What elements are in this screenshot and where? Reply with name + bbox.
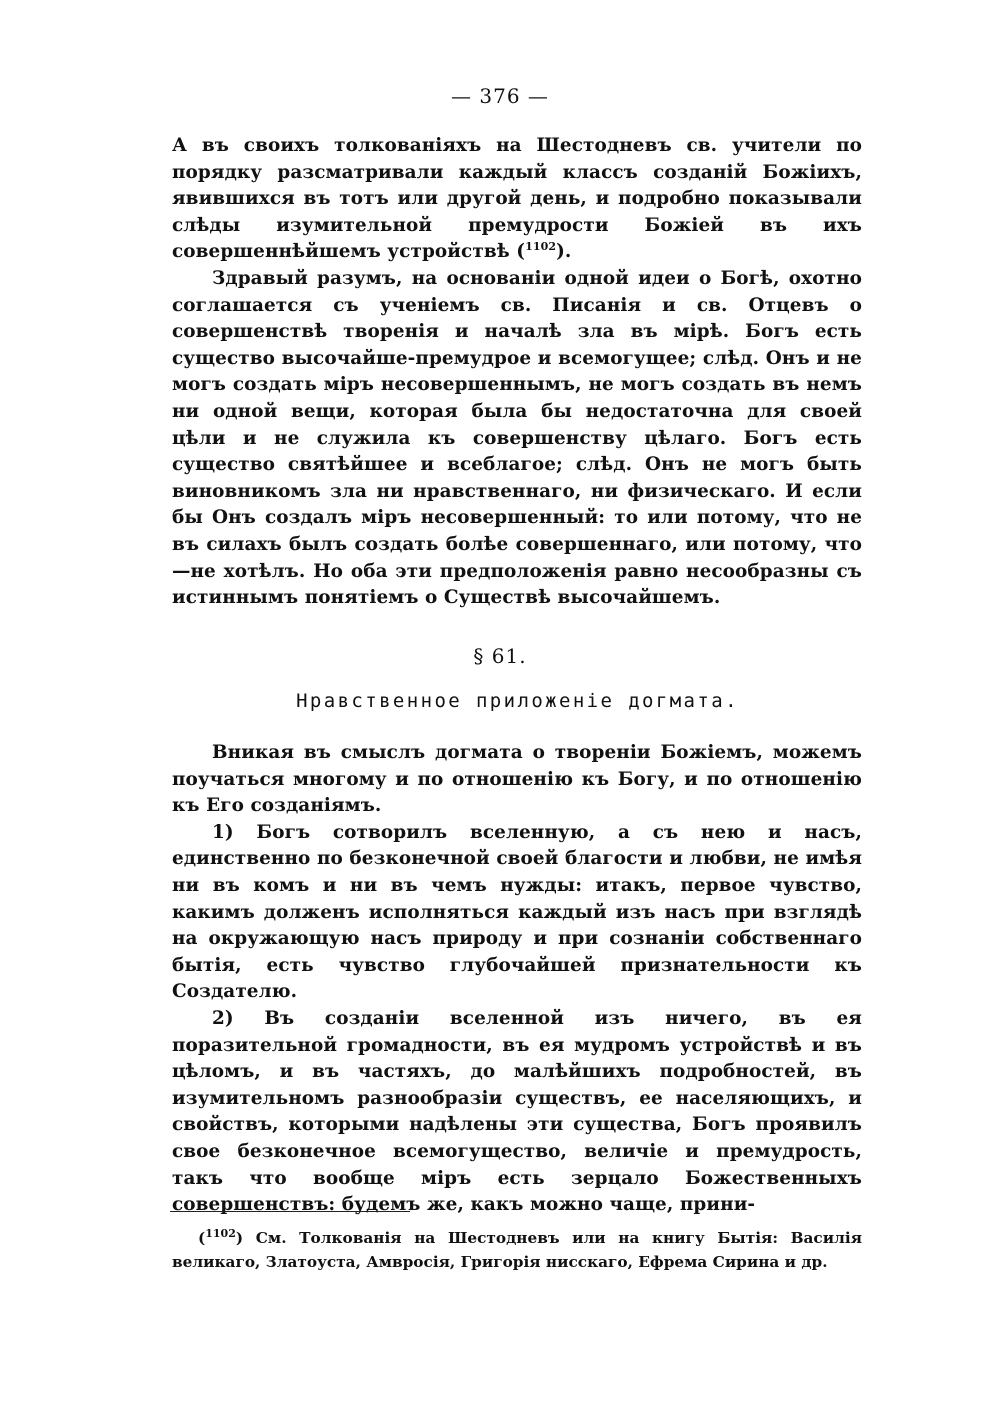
text-block-lower <box>172 740 862 1219</box>
page-number: — 376 — <box>451 84 549 108</box>
footnote-mark-number: 1102 <box>205 1226 236 1240</box>
footnote-divider <box>170 1211 410 1212</box>
footnote <box>172 1226 862 1274</box>
footnote-body: См. Толкованія на Шестодневъ или на книгу Бытія: Василія великаго, Златоуста, Амвросія, Григорія нисскаго, Ефрема Сирина и др. <box>172 1229 862 1271</box>
paragraph-sound-reason: Здравый разумъ, на основаніи одной идеи о Богѣ, охотно соглашается съ ученіемъ св. Писанія и св. Отцевъ о совершенствѣ творенія и началѣ зла въ мірѣ. Богъ есть существо высочайше-премудрое и всемогущее; слѣд. Онъ и не могъ создать міръ несовершеннымъ, не могъ создать въ немъ ни одной вещи, которая была бы недостаточна для своей цѣли и не служила къ совершенству цѣлаго. Богъ есть существо святѣйшее и всеблагое; слѣд. Онъ не могъ быть виновникомъ зла ни нравственнаго, ни физическаго. И если бы Онъ создалъ міръ несовершенный: то или потому, что не въ силахъ былъ создать болѣе совершеннаго, или потому, что—не хотѣлъ. Но оба эти предположенія равно несообразны съ истиннымъ понятіемъ о Существѣ высочайшемъ. <box>172 267 862 609</box>
section-title: Нравственное приложеніе догмата. <box>296 690 739 712</box>
footnote-reference[interactable]: 1102 <box>525 240 557 254</box>
paragraph-point-1: 1) Богъ сотворилъ вселенную, а съ нею и насъ, единственно по безконечной своей благости и любви, не имѣя ни въ комъ и ни въ чемъ нужды: итакъ, первое чувство, какимъ долженъ исполняться каждый изъ насъ при взглядѣ на окружающую насъ природу и при сознаніи собственнаго бытія, есть чувство глубочайшей признательности къ Создателю. <box>172 821 862 1003</box>
footnote-mark-open: ( <box>198 1229 206 1247</box>
section-number: § 61. <box>473 644 527 668</box>
paragraph-point-2: 2) Въ созданіи вселенной изъ ничего, въ ея поразительной громадности, въ ея мудромъ устройствѣ и въ цѣломъ, и въ частяхъ, до малѣйшихъ подробностей, въ изумительномъ разнообразіи существъ, ее населяющихъ, и свойствъ, которыми надѣлены эти существа, Богъ проявилъ свое безконечное всемогущество, величіе и премудрость, такъ что вообще міръ есть зерцало Божественныхъ совершенствъ: будемъ же, какъ можно чаще, прини- <box>172 1007 862 1216</box>
paragraph-intro: Вникая въ смыслъ догмата о твореніи Божіемъ, можемъ поучаться многому и по отношенію къ Богу, и по отношенію къ Его созданіямъ. <box>172 742 862 817</box>
paragraph-creation-commentaries <box>172 133 862 266</box>
paragraph-text: А въ своихъ толкованіяхъ на Шестодневъ св. учители по порядку разсматривали каждый классъ созданій Божіихъ, явившихся въ тотъ или другой день, и подробно показывали слѣды изумительной премудрости Божіей въ ихъ совершеннѣйшемъ устройствѣ ( <box>172 135 862 263</box>
footnote-text <box>172 1226 862 1274</box>
footnote-mark-close: ) <box>235 1229 244 1247</box>
paragraph-text-end: ). <box>556 241 572 263</box>
text-block-upper <box>172 133 862 612</box>
